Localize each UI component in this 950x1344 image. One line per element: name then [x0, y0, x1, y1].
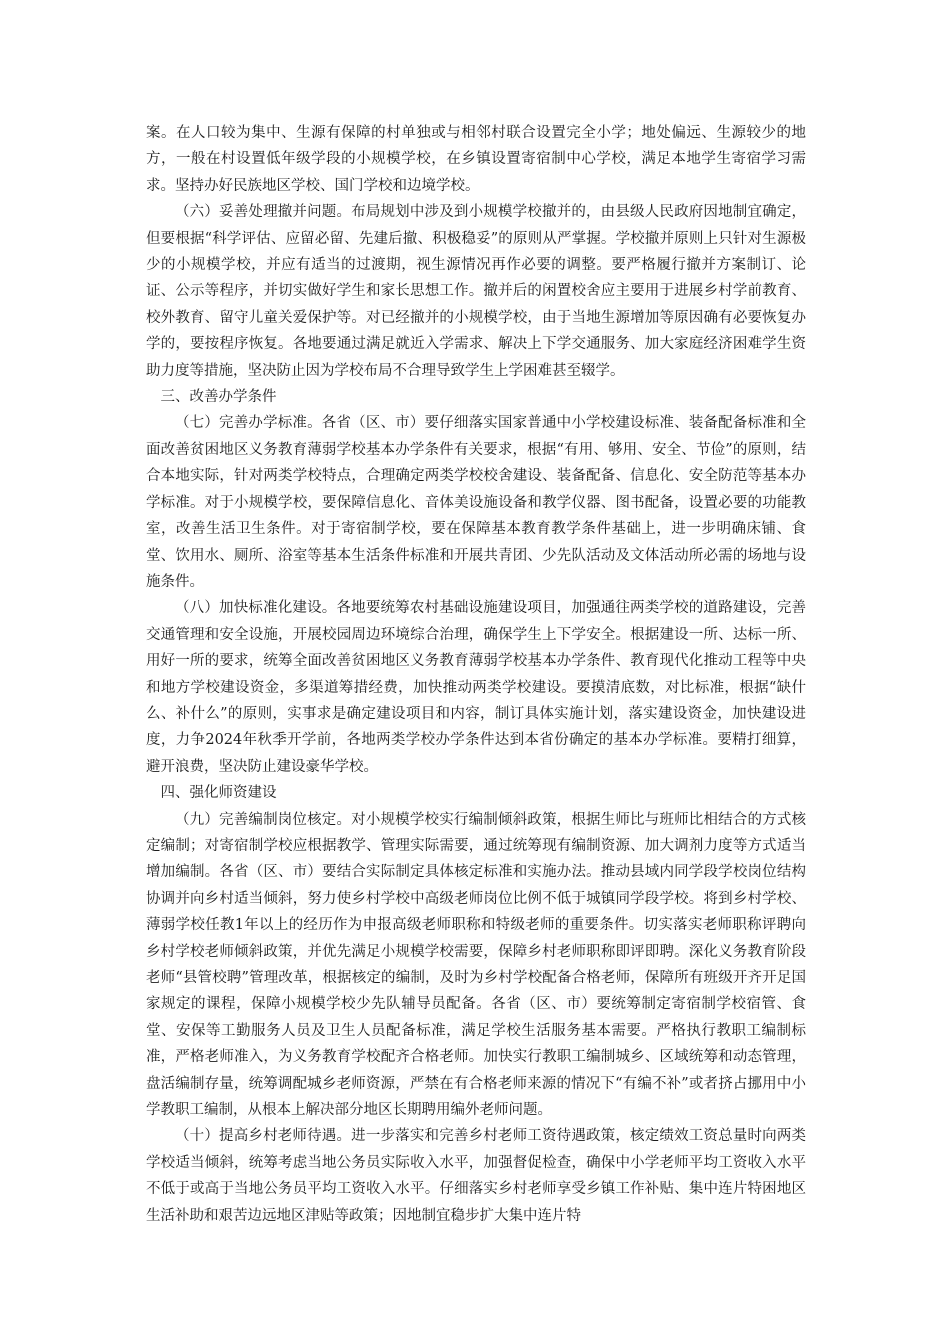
paragraph-section-6: （六）妥善处理撤并问题。布局规划中涉及到小规模学校撤并的，由县级人民政府因地制宜确定，但要根据“科学评估、应留必留、先建后撤、积极稳妥”的原则从严掌握。学校撤并原则上只针对生源极少的小规模学校，并应有适当的过渡期，视生源情况再作必要的调整。要严格履行撤并方案制订、论证、公示等程序，并切实做好学生和家长思想工作。撤并后的闲置校舍应主要用于进展乡村学前教育、校外教育、留守儿童关爱保护等。对已经撤并的小规模学校，由于当地生源增加等原因确有必要恢复办学的，要按程序恢复。各地要通过满足就近入学需求、解决上下学交通服务、加大家庭经济困难学生资助力度等措施，坚决防止因为学校布局不合理导致学生上学困难甚至辍学。: [146, 204, 806, 379]
section-heading-4: 四、强化师资建设: [160, 785, 277, 802]
paragraph-section-8: （八）加快标准化建设。各地要统筹农村基础设施建设项目，加强通往两类学校的道路建设，完善交通管理和安全设施，开展校园周边环境综合治理，确保学生上下学安全。根据建设一所、达标一所、用好一所的要求，统筹全面改善贫困地区义务教育薄弱学校基本办学条件、教育现代化推动工程等中央和地方学校建设资金，多渠道筹措经费，加快推动两类学校建设。要摸清底数，对比标准，根据“缺什么、补什么”的原则，实事求是确定建设项目和内容，制订具体实施计划，落实建设资金，加快建设进度，力争2024年秋季开学前，各地两类学校办学条件达到本省份确定的基本办学标准。要精打细算，避开浪费，坚决防止建设豪华学校。: [146, 600, 806, 775]
paragraph-section-9: （九）完善编制岗位核定。对小规模学校实行编制倾斜政策，根据生师比与班师比相结合的方式核定编制；对寄宿制学校应根据教学、管理实际需要，通过统筹现有编制资源、加大调剂力度等方式适当增加编制。各省（区、市）要结合实际制定具体核定标准和实施办法。推动县域内同学段学校岗位结构协调并向乡村适当倾斜，努力使乡村学校中高级老师岗位比例不低于城镇同学段学校。将到乡村学校、薄弱学校任教1年以上的经历作为申报高级老师职称和特级老师的重要条件。切实落实老师职称评聘向乡村学校老师倾斜政策，并优先满足小规模学校需要，保障乡村老师职称即评即聘。深化义务教育阶段老师“县管校聘”管理改革，根据核定的编制，及时为乡村学校配备合格老师，保障所有班级开齐开足国家规定的课程，保障小规模学校少先队辅导员配备。各省（区、市）要统筹制定寄宿制学校宿管、食堂、安保等工勤服务人员及卫生人员配备标准，满足学校生活服务基本需要。严格执行教职工编制标准，严格老师准入，为义务教育学校配齐合格老师。加快实行教职工编制城乡、区域统筹和动态管理，盘活编制存量，统筹调配城乡老师资源，严禁在有合格老师来源的情况下“有编不补”或者挤占挪用中小学教职工编制，从根本上解决部分地区长期聘用编外老师问题。: [146, 811, 806, 1119]
paragraph-continuation: 案。在人口较为集中、生源有保障的村单独或与相邻村联合设置完全小学；地处偏远、生源较少的地方，一般在村设置低年级学段的小规模学校，在乡镇设置寄宿制中心学校，满足本地学生寄宿学习需求。坚持办好民族地区学校、国门学校和边境学校。: [146, 125, 806, 194]
section-heading-3: 三、改善办学条件: [160, 389, 277, 406]
document-body: [146, 120, 806, 1229]
paragraph-section-7: （七）完善办学标准。各省（区、市）要仔细落实国家普通中小学校建设标准、装备配备标准和全面改善贫困地区义务教育薄弱学校基本办学条件有关要求，根据“有用、够用、安全、节俭”的原则，结合本地实际，针对两类学校特点，合理确定两类学校校舍建设、装备配备、信息化、安全防范等基本办学标准。对于小规模学校，要保障信息化、音体美设施设备和教学仪器、图书配备，设置必要的功能教室，改善生活卫生条件。对于寄宿制学校，要在保障基本教育教学条件基础上，进一步明确床铺、食堂、饮用水、厕所、浴室等基本生活条件标准和开展共青团、少先队活动及文体活动所必需的场地与设施条件。: [146, 415, 806, 590]
paragraph-section-10: （十）提高乡村老师待遇。进一步落实和完善乡村老师工资待遇政策，核定绩效工资总量时向两类学校适当倾斜，统筹考虑当地公务员实际收入水平，加强督促检查，确保中小学老师平均工资收入水平不低于或高于当地公务员平均工资收入水平。仔细落实乡村老师享受乡镇工作补贴、集中连片特困地区生活补助和艰苦边远地区津贴等政策；因地制宜稳步扩大集中连片特: [146, 1128, 806, 1224]
